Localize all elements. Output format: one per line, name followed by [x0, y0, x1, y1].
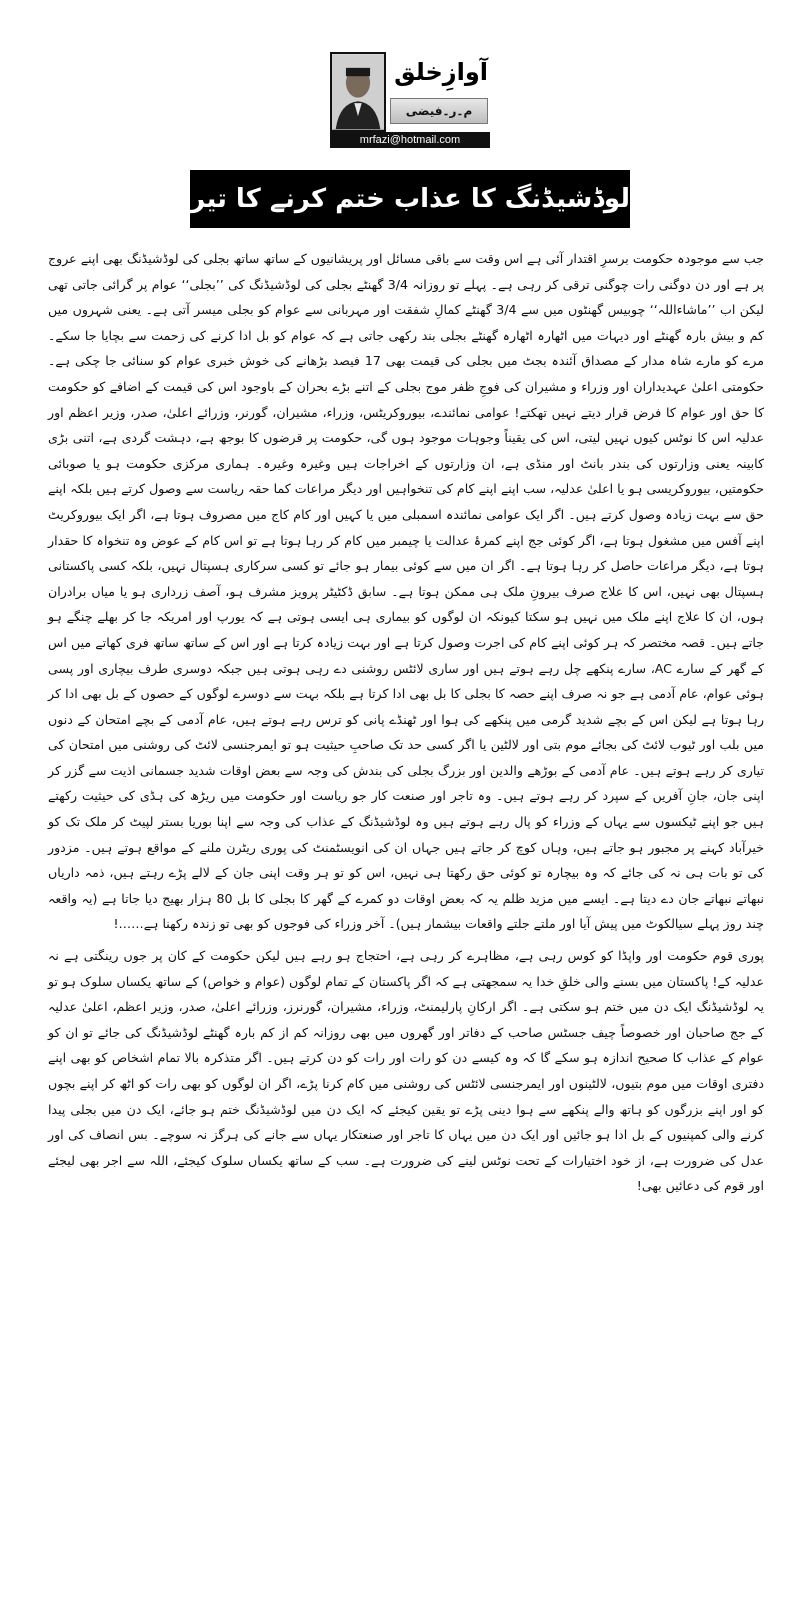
author-portrait-image: [332, 54, 384, 130]
article-paragraph: پوری قوم حکومت اور واپڈا کو کوس رہی ہے، مظاہرے کر رہی ہے، احتجاج ہو رہے ہیں لیکن حکومت کے کان پر جوں رینگتی ہے نہ عدلیہ کے! پاکستان میں بسنے والی خلقِ خدا یہ سمجھتی ہے کہ اگر پاکستان کے تمام لوگوں (عوام و خواص) کے ساتھ یکساں سلوک ہو تو یہ لوڈشیڈنگ ایک دن میں ختم ہو سکتی ہے۔ اگر ارکانِ پارلیمنٹ، وزراء، مشیران، گورنرز، وزرائے اعلیٰ، صدر، وزیر اعظم، اعلیٰ عدلیہ کے جج صاحبان اور خصوصاً چیف جسٹس صاحب کے دفاتر اور گھروں میں بھی روزانہ کم از کم بارہ گھنٹے لوڈشیڈنگ کی جائے تو ان کو عوام کے عذاب کا صحیح اندازہ ہو سکے گا کہ وہ کیسے دن کو رات اور رات کو دن کرتے ہیں۔ اگر متذکرہ بالا تمام اشخاص کو بھی اپنے دفتری اوقات میں موم بتیوں، لالٹینوں اور ایمرجنسی لائٹس کی روشنی میں کام کرنا پڑے، اگر ان لوگوں کو بھی رات کو اٹھ کر اپنے بچوں کو اور اپنے بزرگوں کو ہاتھ والے پنکھے سے ہوا دینی پڑے تو یقین کیجئے کہ ایک دن میں لوڈشیڈنگ ختم ہو جائے، ایک دن میں بجلی پیدا کرنے والی کمپنیوں کے بل ادا ہو جائیں اور ایک دن میں یہاں کا تاجر اور صنعتکار یہاں سے جانے کی ہرگز نہ سوچے۔ بس انصاف کی اور عدل کی ضرورت ہے، از خود اختیارات کے تحت نوٹس لینے کی ضرورت ہے۔ سب کے ساتھ یکساں سلوک کیجئے، اللہ سے اجر بھی لیجئے اور قوم کی دعائیں بھی!: [48, 948, 764, 1194]
article-paragraph: جب سے موجودہ حکومت برسرِ اقتدار آئی ہے اس وقت سے باقی مسائل اور پریشانیوں کے ساتھ ساتھ بجلی کی لوڈشیڈنگ بھی اپنے عروج پر ہے اور دن دوگنی رات چوگنی ترقی کر رہی ہے۔ پہلے تو روزانہ 3/4 گھنٹے بجلی کی لوڈشیڈنگ کی ’’بجلی‘‘ عوام پر گرائی جاتی تھی لیکن اب ’’ماشاءاللہ‘‘ چوبیس گھنٹوں میں سے 3/4 گھنٹے کمالِ شفقت اور مہربانی سے عوام کو بجلی میسر آتی ہے۔ یعنی شہروں میں کم و بیش بارہ گھنٹے اور دیہات میں اٹھارہ اٹھارہ گھنٹے بجلی بند رکھی جاتی ہے کہ عوام کو بل ادا کرنے کی زحمت سے بچایا جا سکے۔ مرے کو مارے شاہ مدار کے مصداق آئندہ بجٹ میں بجلی کی قیمت بھی 17 فیصد بڑھانے کی خوش خبری عوام کو سنائی جا چکی ہے۔ حکومتی اعلیٰ عہدیداران اور وزراء و مشیران کی فوجِ ظفر موج بجلی کے اتنے بڑے بحران کے باوجود اس کی قیمت کے اضافے کو حکومت کا حق اور عوام کا فرض قرار دیتے نہیں تھکتے! عوامی نمائندے، بیوروکریٹس، وزراء، مشیران، گورنر، وزرائے اعلیٰ، صدر، وزیر اعظم اور عدلیہ اس کا نوٹس کیوں نہیں لیتی، اس کی یقیناً وجوہات موجود ہوں گی، حکومت پر قرضوں کا بوجھ ہے، دہشت گردی ہے، اتنی بڑی کابینہ یعنی وزارتوں کی بندر بانٹ اور منڈی ہے، ان وزارتوں کے اخراجات ہیں وغیرہ وغیرہ۔ ہماری مرکزی حکومت ہو یا صوبائی حکومتیں، بیوروکریسی ہو یا اعلیٰ عدلیہ، سب اپنے اپنے کام کی تنخواہیں اور دیگر مراعات کما حقہ ریاست سے وصول کرتے ہیں بلکہ اپنے حق سے بہت زیادہ وصول کرتے ہیں۔ اگر ایک عوامی نمائندہ اسمبلی میں یا کہیں اور کام کاج میں مصروف ہوتا ہے، اگر ایک بیوروکریٹ اپنے آفس میں مشغول ہوتا ہے، اگر کوئی جج اپنے کمرۂ عدالت یا چیمبر میں کام کر رہا ہوتا ہے تو اس کام کے عوض وہ تنخواہ کا حقدار ہوتا ہے، دیگر مراعات حاصل کر رہا ہوتا ہے۔ اگر ان میں سے کوئی بیمار ہو جائے تو کسی سرکاری ہسپتال نہیں، بلکہ کسی پاکستانی ہسپتال بھی نہیں، اس کا علاج صرف بیرونِ ملک ہی ممکن ہوتا ہے۔ سابق ڈکٹیٹر پرویز مشرف ہو، آصف زرداری ہو یا میاں برادران ہوں، ان کا علاج اپنے ملک میں نہیں ہو سکتا کیونکہ ان لوگوں کو بیماری ہی ایسی ہوتی ہے کہ یورپ اور امریکہ جا کر بھلے چنگے ہو جاتے ہیں۔ قصہ مختصر کہ ہر کوئی اپنے کام کی اجرت وصول کرتا ہے اور بہت زیادہ کرتا ہے اور اس کے ساتھ ساتھ فری کھاتے میں اس کے گھر کے سارے AC، سارے پنکھے چل رہے ہوتے ہیں اور ساری لائٹس روشنی دے رہی ہوتی ہیں جبکہ دوسری طرف بیچاری اور پسی ہوئی عوام، عام آدمی ہے جو نہ صرف اپنے حصہ کا بجلی کا بل بھی ادا کرتا ہے بلکہ بہت سے دوسرے لوگوں کے حصوں کے بل بھی ادا کر رہا ہوتا ہے لیکن اس کے بچے شدید گرمی میں پنکھے کی ہوا اور ٹھنڈے پانی کو ترس رہے ہوتے ہیں، عام آدمی کے بچے امتحان کے دنوں میں بلب اور ٹیوب لائٹ کی بجائے موم بتی اور لالٹین یا اگر کسی حد تک صاحبِ حیثیت ہو تو ایمرجنسی لائٹ کی روشنی میں امتحان کی تیاری کر رہے ہوتے ہیں۔ عام آدمی کے بوڑھے والدین اور بزرگ بجلی کی بندش کی وجہ سے بعض اوقات شدید جسمانی اذیت سے گزر کر اپنی جان، جانِ آفریں کے سپرد کر رہے ہوتے ہیں۔ وہ تاجر اور صنعت کار جو ریاست اور حکومت میں ریڑھ کی ہڈی کی حیثیت رکھتے ہیں جو اپنے ٹیکسوں سے یہاں کے وزراء کو پال رہے ہوتے ہیں وہ لوڈشیڈنگ کے عذاب کی وجہ سے اپنا بوریا بستر لپیٹ کر ملک تک کو خیرآباد کہنے پر مجبور ہو جاتے ہیں، وہاں کوچ کر جاتے ہیں جہاں ان کی انویسٹمنٹ کی پوری ریٹرن ملنے کے مواقع ہوتے ہیں۔ مزدور کی تو بات ہی نہ کی جائے کہ وہ بیچارہ تو کوئی حق رکھتا ہی نہیں، اس کو تو ہر وقت اپنی جان کے لالے پڑے رہتے ہیں، ذمہ داریاں نبھاتے نبھاتے جان دے دیتا ہے۔ ایسے میں مزید ظلم یہ کہ بعض اوقات دو کمرے کے گھر کا بجلی کا بل 80 ہزار بھیج دیا جاتا ہے (یہ واقعہ چند روز پہلے سیالکوٹ میں پیش آیا اور ملتے جلتے واقعات بیشمار ہیں)۔ آخر وزراء کی فوجوں کو بھی تو زندہ رکھنا ہے……!: [48, 251, 764, 932]
author-name: م۔ر۔فیضی: [390, 98, 488, 124]
article-headline: لوڈشیڈنگ کا عذاب ختم کرنے کا تیر بہدف نسخہ!: [190, 170, 630, 228]
article-body: [48, 246, 764, 1205]
column-header: [330, 52, 490, 150]
author-photo: [330, 52, 386, 132]
column-title: آوازِخلق: [394, 58, 488, 86]
author-email: mrfazi@hotmail.com: [330, 132, 490, 148]
